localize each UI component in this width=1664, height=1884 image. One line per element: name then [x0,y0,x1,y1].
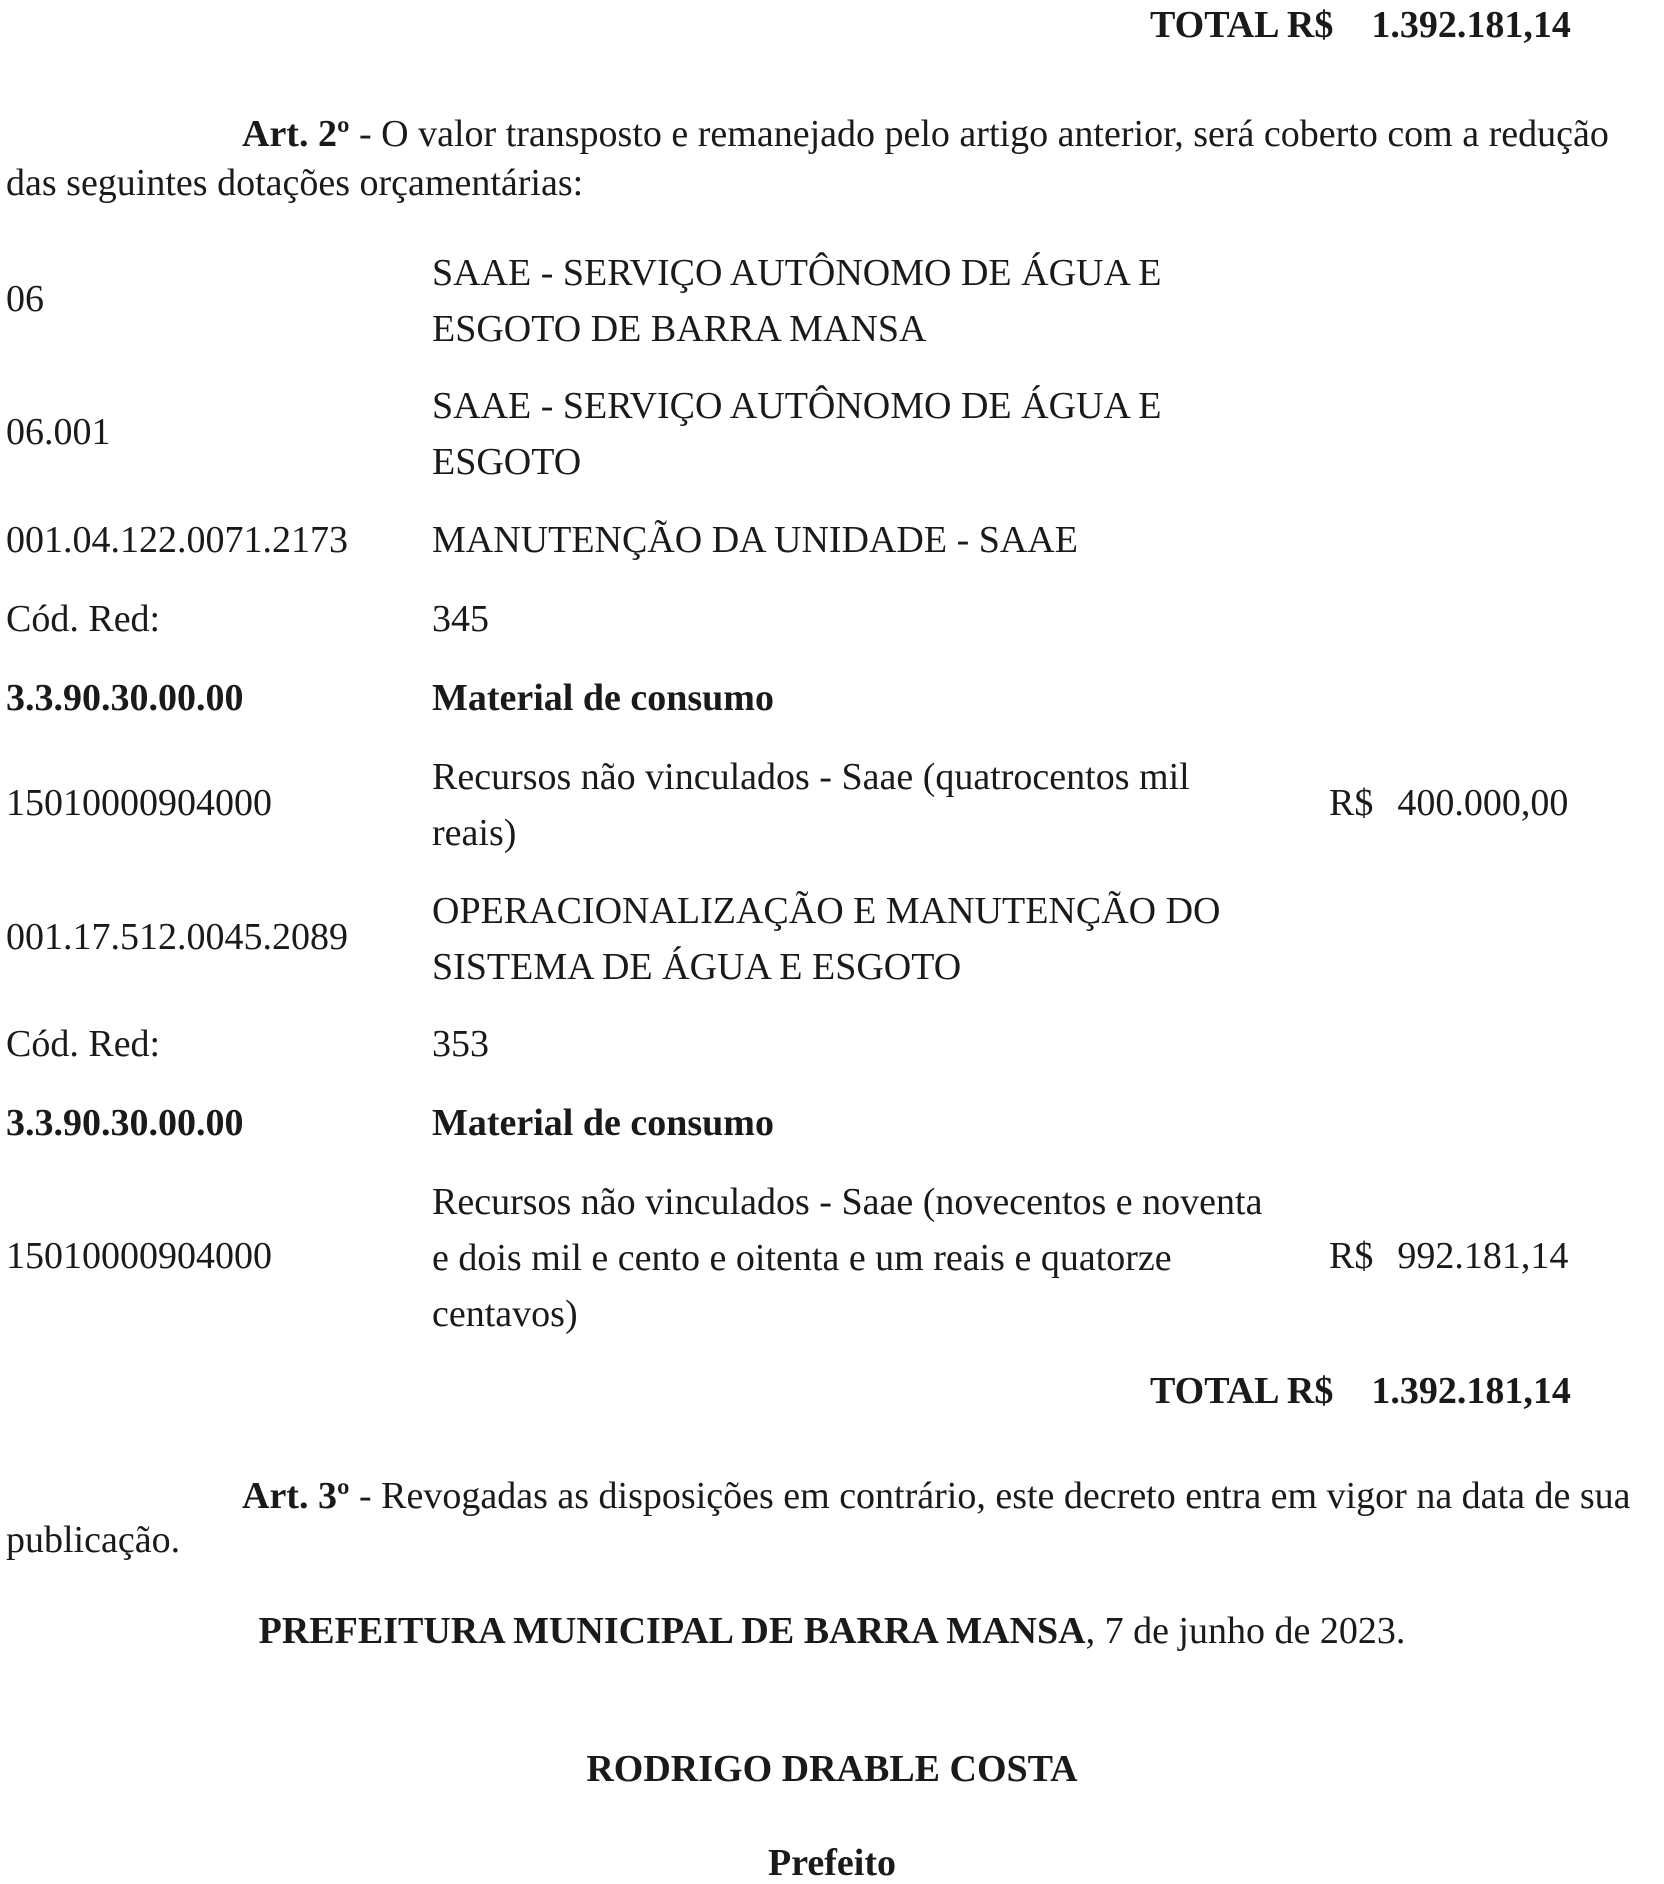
bottom-total [1150,1372,1571,1410]
currency: R$ [1329,1235,1374,1277]
dotacao-description: SAAE - SERVIÇO AUTÔNOMO DE ÁGUA E ESGOTO [432,385,1162,483]
source-description: Recursos não vinculados - Saae (quatrocentos mil reais) [432,756,1190,854]
art-2-paragraph [6,110,1658,208]
element-description: Material de consumo [432,1102,774,1144]
cod-red-value: 353 [432,1023,489,1065]
program-code: 001.04.122.0071.2173 [6,519,348,561]
element-description: Material de consumo [432,677,774,719]
signatory-title: Prefeito [768,1842,896,1884]
art-3-text: - Revogadas as disposições em contrário, este decreto entra em vigor na data de sua publicação. [6,1475,1631,1561]
municipality-name: PREFEITURA MUNICIPAL DE BARRA MANSA [258,1610,1086,1652]
cod-red-value: 345 [432,598,489,640]
source-code: 15010000904000 [6,782,272,824]
source-description: Recursos não vinculados - Saae (novecentos e noventa e dois mil e cento e oitenta e um reais e quatorze centavos) [432,1181,1263,1335]
program-description: MANUTENÇÃO DA UNIDADE - SAAE [432,519,1078,561]
total-label: TOTAL R$ [1150,1370,1334,1412]
top-total [1150,6,1571,44]
source-amount [1329,784,1568,822]
dotacao-code: 06.001 [6,411,111,453]
source-amount [1329,1237,1568,1275]
amount: 992.181,14 [1397,1235,1569,1277]
currency: R$ [1329,782,1374,824]
cod-red-label: Cód. Red: [6,598,161,640]
source-code: 15010000904000 [6,1235,272,1277]
program-description: OPERACIONALIZAÇÃO E MANUTENÇÃO DO SISTEMA DE ÁGUA E ESGOTO [432,890,1221,988]
element-code: 3.3.90.30.00.00 [6,677,244,719]
total-amount: 1.392.181,14 [1371,1370,1571,1412]
program-code: 001.17.512.0045.2089 [6,916,348,958]
place-date-line [0,1612,1664,1650]
amount: 400.000,00 [1397,782,1569,824]
signatory-name: RODRIGO DRABLE COSTA [586,1748,1078,1790]
dotacao-description: SAAE - SERVIÇO AUTÔNOMO DE ÁGUA E ESGOTO DE BARRA MANSA [432,252,1162,350]
dotacao-code: 06 [6,278,44,320]
art-2-text: - O valor transposto e remanejado pelo artigo anterior, será coberto com a redução das seguintes dotações orçamentárias: [6,113,1609,204]
art-3-paragraph [6,1474,1658,1562]
total-amount: 1.392.181,14 [1371,4,1571,46]
art-3-number: Art. 3º [242,1475,350,1517]
decree-date: , 7 de junho de 2023. [1085,1610,1406,1652]
cod-red-label: Cód. Red: [6,1023,161,1065]
art-2-number: Art. 2º [242,113,350,155]
element-code: 3.3.90.30.00.00 [6,1102,244,1144]
total-label: TOTAL R$ [1150,4,1334,46]
